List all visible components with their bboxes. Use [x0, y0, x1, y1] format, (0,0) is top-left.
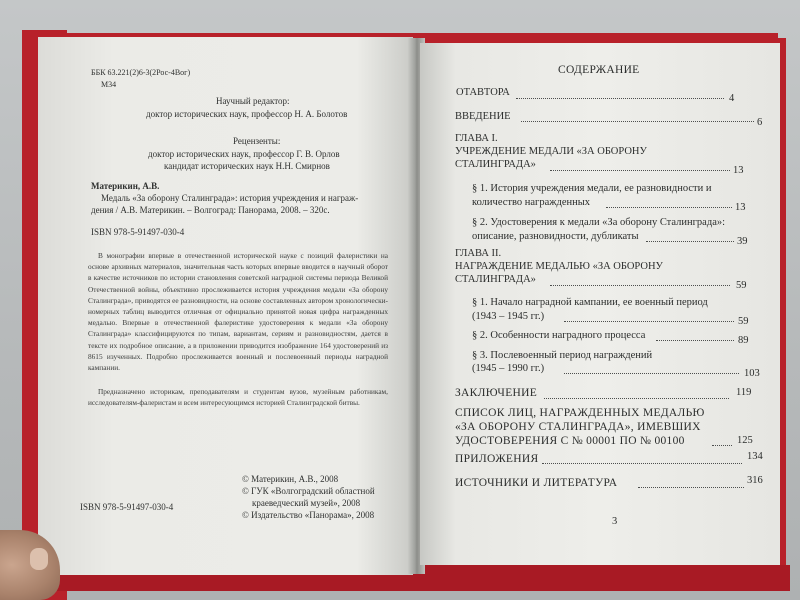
toc-chapter-2-title-line-2: СТАЛИНГРАДА»: [455, 274, 536, 285]
toc-leader: [656, 340, 734, 341]
toc-section-1-2-line-2: описание, разновидности, дубликаты: [472, 231, 639, 242]
thumbnail-nail: [30, 548, 48, 570]
copyright-author: © Материкин, А.В., 2008: [242, 474, 339, 484]
toc-conclusion: ЗАКЛЮЧЕНИЕ: [455, 387, 538, 399]
toc-page-number: 6: [757, 117, 763, 128]
bbk-code: ББК 63.221(2)6-3(2Рос-4Вог): [91, 68, 191, 77]
editor-title: Научный редактор:: [216, 96, 290, 106]
toc-sources: ИСТОЧНИКИ И ЛИТЕРАТУРА: [455, 477, 618, 489]
page-number: 3: [612, 516, 618, 527]
toc-section-2-3-line-1: § 3. Послевоенный период награждений: [472, 350, 653, 361]
toc-appendices: ПРИЛОЖЕНИЯ: [455, 453, 539, 465]
toc-page-number: 125: [737, 435, 753, 446]
toc-leader: [646, 241, 734, 242]
toc-chapter-2-title-line-1: НАГРАЖДЕНИЕ МЕДАЛЬЮ «ЗА ОБОРОНУ: [455, 261, 663, 272]
toc-list-line-3: УДОСТОВЕРЕНИЯ С № 00001 ПО № 00100: [455, 435, 685, 447]
toc-chapter-1-title-line-2: СТАЛИНГРАДА»: [455, 159, 536, 170]
toc-page-number: 119: [736, 387, 752, 398]
toc-chapter-1-label: ГЛАВА I.: [455, 133, 498, 144]
copyright-museum-1: © ГУК «Волгоградский областной: [242, 486, 375, 496]
author-name: Материкин, А.В.: [91, 181, 160, 191]
toc-chapter-2-label: ГЛАВА II.: [455, 248, 502, 259]
reviewer-2: кандидат исторических наук Н.Н. Смирнов: [164, 161, 330, 171]
copyright-publisher: © Издательство «Панорама», 2008: [242, 510, 375, 520]
toc-list-line-1: СПИСОК ЛИЦ, НАГРАЖДЕННЫХ МЕДАЛЬЮ: [455, 407, 705, 419]
toc-page-number: 316: [747, 475, 763, 486]
right-page: [420, 43, 780, 565]
toc-item-introduction: ВВЕДЕНИЕ: [455, 111, 511, 122]
toc-page-number: 39: [737, 236, 748, 247]
copyright-museum-2: краеведческий музей», 2008: [252, 498, 361, 508]
catalog-code: М34: [101, 80, 117, 89]
toc-item-author: ОТАВТОРА: [456, 87, 510, 98]
toc-section-1-2-line-1: § 2. Удостоверения к медали «За оборону Сталинграда»:: [472, 217, 726, 228]
toc-section-1-1-line-1: § 1. История учреждения медали, ее разновидности и: [472, 183, 712, 194]
toc-list-line-2: «ЗА ОБОРОНУ СТАЛИНГРАДА», ИМЕВШИХ: [455, 421, 701, 433]
toc-leader: [550, 285, 730, 286]
toc-page-number: 4: [729, 93, 735, 104]
abstract-paragraph: В монографии впервые в отечественной исторической науке с позиций фалеристики на основе архивных материалов, значительная часть которых впервые вводится в научный оборот в качестве источников по истории становления советской наградной системы периода Великой Отечественной войны, объективно прослеживается история учреждения медали «За оборону Сталинграда», приводятся ее разновидности, на основе составленных автором хронологически-номерных таблиц выводится отличная от официально принятой новая цифра награжденных медалью. Впервые в отечественной фалеристике удостоверения к медали «За оборону Сталинграда» классифицируются по типам, вариантам, сериям и разновидностям, дается в тексте их подробное описание, а в приложении приводится изображение 164 удостоверений из 8615 изученных. Подробно прослеживается военный и послевоенный периоды наградной кампании.: [88, 251, 388, 373]
isbn-top: ISBN 978-5-91497-030-4: [91, 227, 185, 237]
isbn-bottom: ISBN 978-5-91497-030-4: [80, 502, 174, 512]
contents-heading: СОДЕРЖАНИЕ: [558, 64, 640, 76]
citation-line-1: Медаль «За оборону Сталинграда»: история учреждения и награж-: [101, 193, 359, 203]
toc-chapter-1-title-line-1: УЧРЕЖДЕНИЕ МЕДАЛИ «ЗА ОБОРОНУ: [455, 146, 647, 157]
reviewer-1: доктор исторических наук, профессор Г. В. Орлов: [148, 149, 340, 159]
toc-leader: [606, 207, 732, 208]
toc-section-2-1-line-2: (1943 – 1945 гг.): [472, 311, 545, 322]
toc-leader: [638, 487, 744, 488]
citation-line-2: дения / А.В. Материкин. – Волгоград: Панорама, 2008. – 320с.: [91, 205, 330, 215]
toc-leader: [516, 98, 724, 99]
toc-section-2-1-line-1: § 1. Начало наградной кампании, ее военный период: [472, 297, 708, 308]
toc-section-2-3-line-2: (1945 – 1990 гг.): [472, 363, 545, 374]
audience-paragraph: Предназначено историкам, преподавателям и студентам вузов, музейным работникам, исследователям-фалеристам и всем интересующимся историей Сталинградской битвы.: [88, 387, 388, 408]
toc-page-number: 13: [735, 202, 746, 213]
toc-page-number: 103: [744, 368, 760, 379]
toc-page-number: 59: [736, 280, 747, 291]
left-page: [38, 37, 413, 575]
toc-leader: [564, 321, 734, 322]
toc-leader: [521, 121, 754, 122]
toc-section-2-2: § 2. Особенности наградного процесса: [472, 330, 646, 341]
toc-page-number: 134: [747, 451, 763, 462]
toc-page-number: 59: [738, 316, 749, 327]
toc-leader: [564, 373, 739, 374]
toc-leader: [712, 445, 732, 446]
toc-page-number: 89: [738, 335, 749, 346]
reviewers-title: Рецензенты:: [233, 136, 281, 146]
toc-leader: [544, 398, 729, 399]
toc-page-number: 13: [733, 165, 744, 176]
toc-leader: [542, 463, 742, 464]
editor-name: доктор исторических наук, профессор Н. А. Болотов: [146, 109, 348, 119]
toc-leader: [550, 170, 730, 171]
toc-section-1-1-line-2: количество награжденных: [472, 197, 591, 208]
